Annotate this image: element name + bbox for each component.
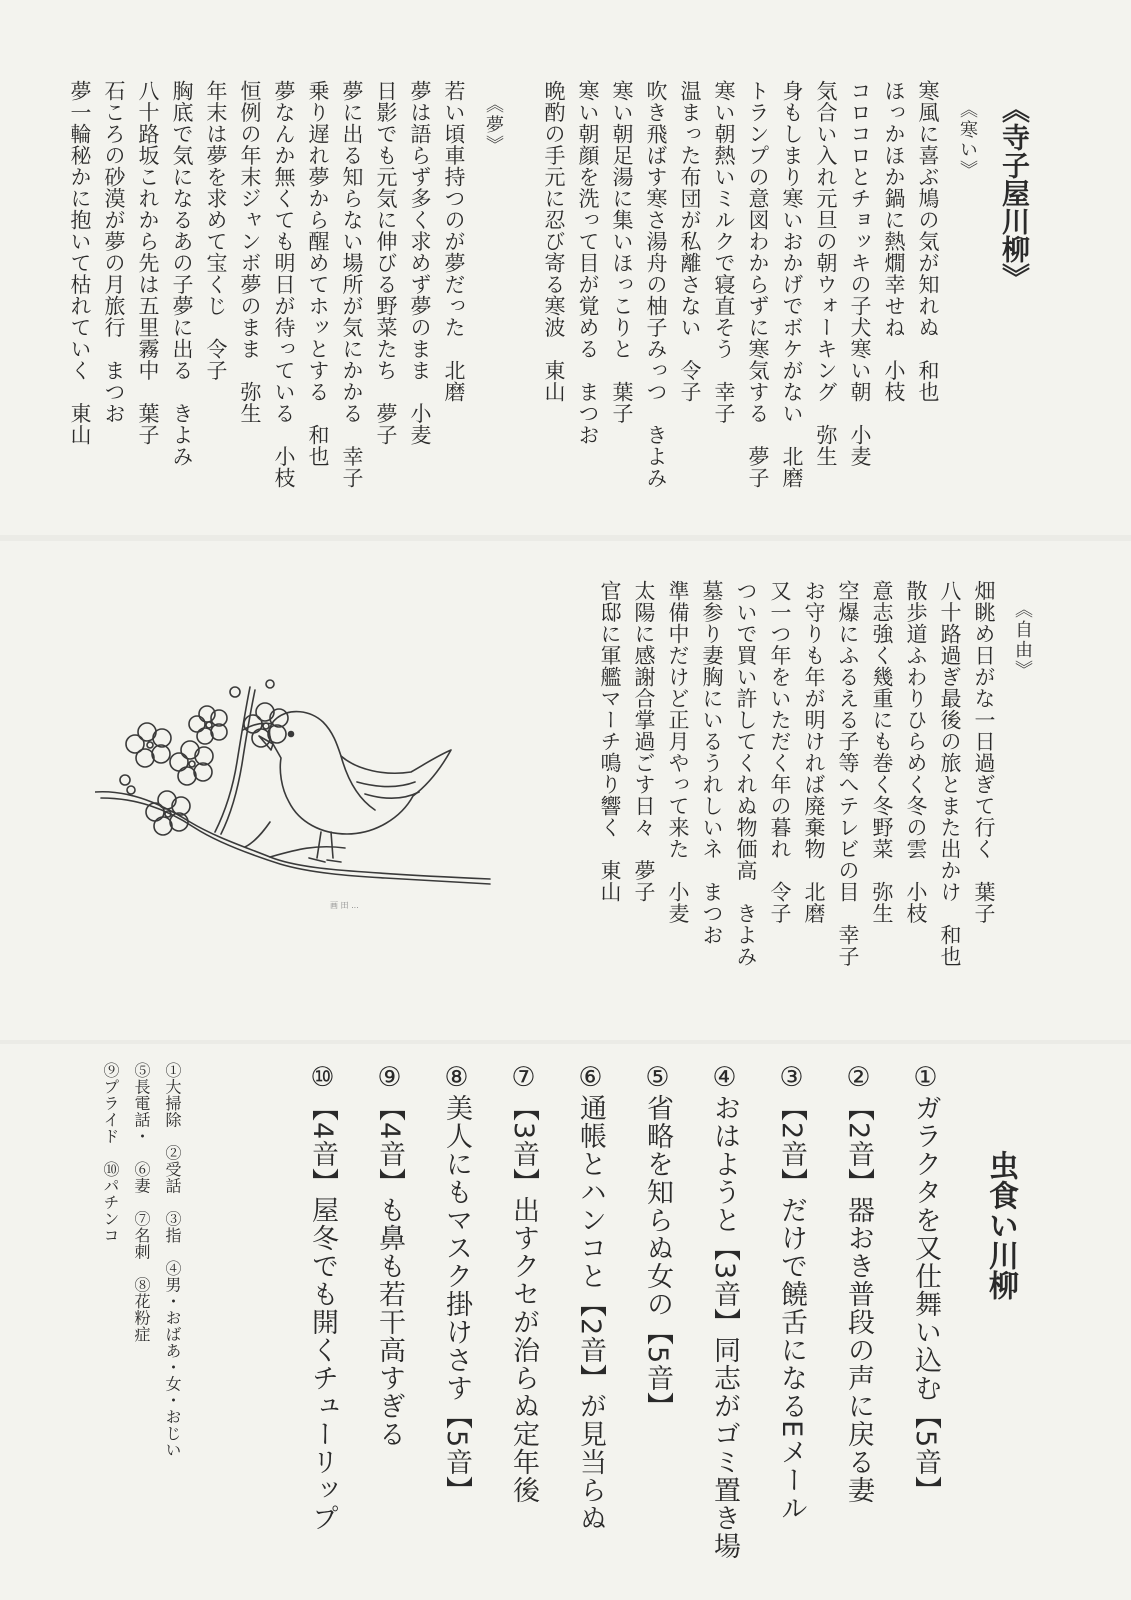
poem-line: 又一つ年をいただく年の暮れ 令子 [768,580,792,924]
poem-line: 年末は夢を求めて宝くじ 令子 [204,80,228,381]
puzzle-line: ③【2音】だけで饒舌になるEメール [776,1062,807,1523]
answer-line: ⑨プライド ⑩パチンコ [101,1062,120,1244]
poem-line: 気合い入れ元旦の朝ウォーキング 弥生 [814,80,838,467]
puzzle-line: ⑦【3音】出すクセが治らぬ定年後 [508,1062,539,1505]
poem-line: 八十路過ぎ最後の旅とまた出かけ 和也 [938,580,962,967]
poem-line: 八十路坂これから先は五里霧中 葉子 [136,80,160,446]
poem-line: 日影でも元気に伸びる野菜たち 夢子 [374,80,398,446]
puzzle-line: ⑥通帳とハンコと【2音】が見当らぬ [575,1062,606,1533]
poem-line: 温まった布団が私離さない 令子 [678,80,702,403]
poem-line: 吹き飛ばす寒さ湯舟の柚子みっつ きよみ [644,80,668,489]
section-heading-yume: 《夢》 [483,95,504,155]
poem-line: 乗り遅れ夢から醒めてホッとする 和也 [306,80,330,467]
poem-line: 意志強く幾重にも巻く冬野菜 弥生 [870,580,894,924]
poem-line: 空爆にふるえる子等へテレビの目 幸子 [836,580,860,967]
poem-line: 夢に出る知らない場所が気にかかる 幸子 [340,80,364,489]
poem-line: 散歩道ふわりひらめく冬の雲 小枝 [904,580,928,924]
section-heading-jiyuu: 《自由》 [1012,600,1033,680]
poem-line: ついで買い許してくれぬ物価高 きよみ [734,580,758,967]
poem-line: 寒い朝足湯に集いほっこりと 葉子 [610,80,634,424]
puzzle-line: ②【2音】器おき普段の声に戻る妻 [843,1062,874,1505]
poem-line: コロコロとチョッキの子犬寒い朝 小麦 [848,80,872,467]
poem-line: 若い頃車持つのが夢だった 北磨 [442,80,466,403]
page-title: 《寺子屋川柳》 [998,95,1031,291]
illustration-caption: 画 田 ... [330,901,359,910]
answer-line: ①大掃除 ②受話 ③指 ④男・おばあ・女・おじい [163,1062,182,1458]
puzzle-line: ⑨【4音】も鼻も若干高すぎる [374,1062,405,1449]
paper-fold-shadow [0,535,1131,541]
puzzle-line: ⑧美人にもマスク掛けさす【5音】 [441,1062,472,1505]
poem-line: 畑眺め日がな一日過ぎて行く 葉子 [972,580,996,924]
poem-line: 寒風に喜ぶ鳩の気が知れぬ 和也 [916,80,940,403]
poem-line: 寒い朝顔を洗って目が覚める まつお [576,80,600,446]
poem-line: 寒い朝熱いミルクで寝直そう 幸子 [712,80,736,424]
poem-line: 墓参り妻胸にいるうれしいネ まつお [700,580,724,946]
poem-line: 準備中だけど正月やって来た 小麦 [666,580,690,924]
poem-line: 身もしまり寒いおかげでボケがない 北磨 [780,80,804,489]
poem-line: お守りも年が明ければ廃棄物 北磨 [802,580,826,924]
puzzle-line: ⑤省略を知らぬ女の【5音】 [642,1062,673,1421]
bird-on-plum-branch-illustration [95,672,505,922]
puzzle-line: ①ガラクタを又仕舞い込む【5音】 [910,1062,941,1505]
poem-line: 晩酌の手元に忍び寄る寒波 東山 [542,80,566,403]
poem-line: 石ころの砂漠が夢の月旅行 まつお [102,80,126,424]
poem-line: 夢なんか無くても明日が待っている 小枝 [272,80,296,489]
poem-line: 太陽に感謝合掌過ごす日々 夢子 [632,580,656,903]
poem-line: 官邸に軍艦マーチ鳴り響く 東山 [598,580,622,903]
answer-line: ⑤長電話・ ⑥妻 ⑦名刺 ⑧花粉症 [132,1062,151,1343]
puzzle-line: ⑩【4音】屋冬でも開くチューリップ [307,1062,338,1533]
poem-line: 恒例の年末ジャンボ夢のまま 弥生 [238,80,262,424]
poem-line: ほっかほか鍋に熱燗幸せね 小枝 [882,80,906,403]
puzzle-line: ④おはようと【3音】同志がゴミ置き場 [709,1062,740,1561]
poem-line: 胸底で気になるあの子夢に出る きよみ [170,80,194,467]
paper-fold-shadow [0,1040,1131,1044]
section-heading-samui: 《寒い》 [957,100,978,180]
mushikui-title: 虫食い川柳 [983,1150,1018,1300]
poem-line: トランプの意図わからずに寒気する 夢子 [746,80,770,489]
poem-line: 夢一輪秘かに抱いて枯れていく 東山 [68,80,92,446]
poem-line: 夢は語らず多く求めず夢のまま 小麦 [408,80,432,446]
